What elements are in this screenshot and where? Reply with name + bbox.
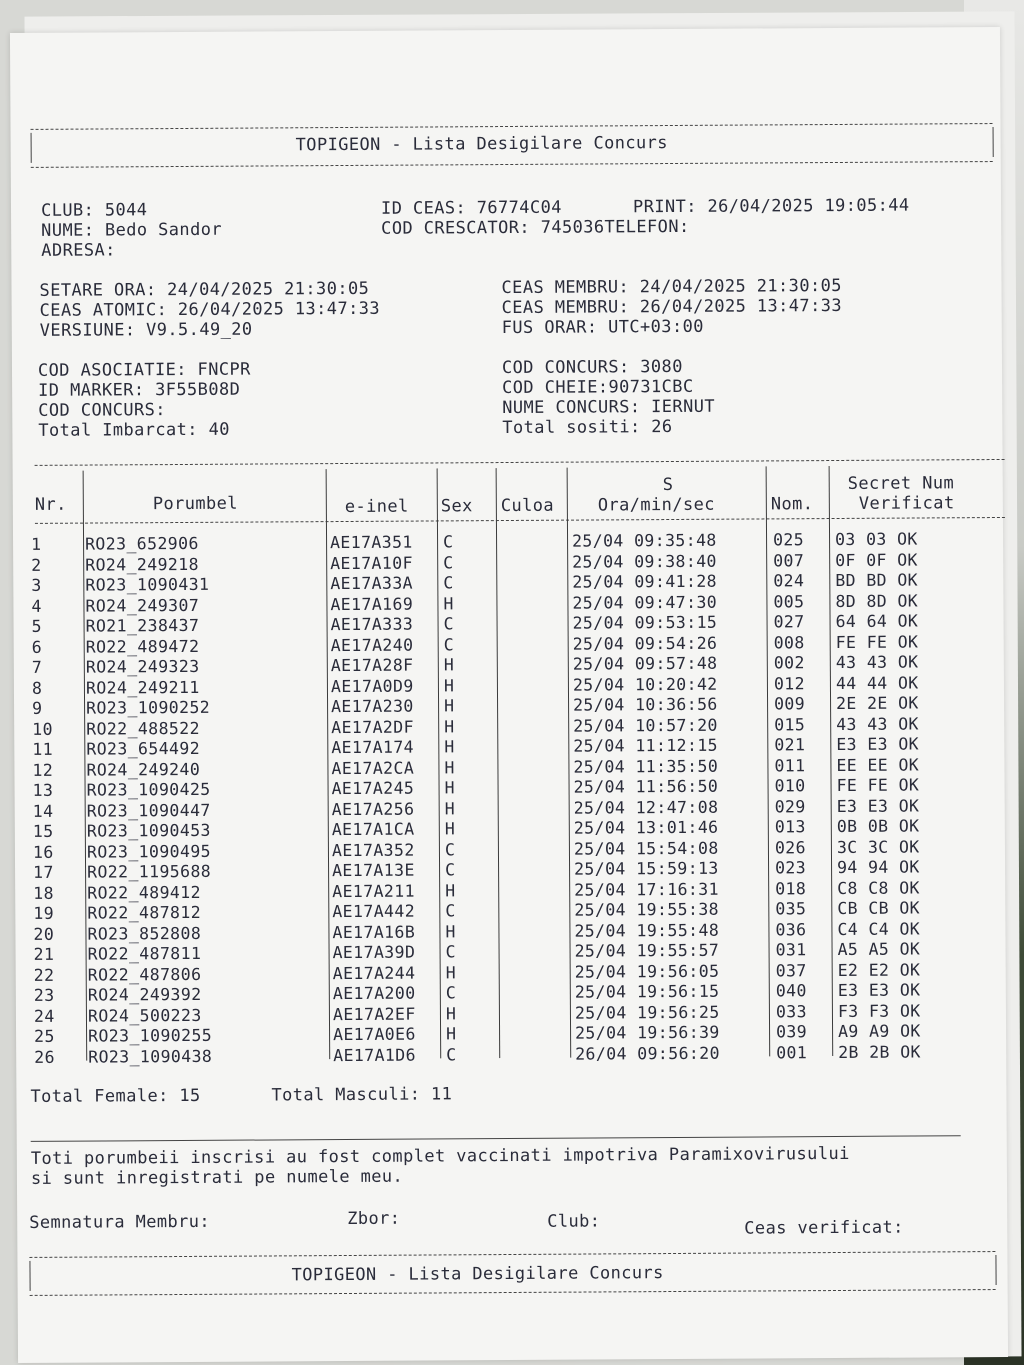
row-number: 1 bbox=[31, 534, 42, 554]
timezone-field: FUS ORAR: UTC+03:00 bbox=[501, 316, 704, 339]
arrival-time: 25/04 11:12:15 bbox=[573, 735, 719, 756]
total-females: Total Female: 15 bbox=[30, 1085, 201, 1107]
e-ring: AE17A352 bbox=[331, 840, 415, 860]
e-ring: AE17A39D bbox=[332, 942, 416, 963]
pigeon-id: RO22_487812 bbox=[87, 902, 202, 923]
nomination: 037 bbox=[775, 960, 807, 980]
secret-verified: F3 F3 OK bbox=[837, 1000, 921, 1021]
secret-verified: BD BD OK bbox=[835, 570, 919, 591]
arrival-time: 25/04 10:57:20 bbox=[573, 715, 718, 736]
member-signature-label: Semnatura Membru: bbox=[29, 1211, 211, 1233]
arrival-time: 25/04 19:55:38 bbox=[574, 899, 720, 920]
pigeon-id: RO23_1090453 bbox=[86, 820, 211, 841]
arrival-time: 25/04 19:55:57 bbox=[574, 940, 720, 961]
arrival-time: 25/04 09:38:40 bbox=[572, 551, 717, 572]
arrival-time: 25/04 09:47:30 bbox=[572, 592, 718, 613]
sex-code: C bbox=[443, 532, 454, 552]
e-ring: AE17A442 bbox=[332, 901, 416, 922]
secret-verified: 94 94 OK bbox=[837, 857, 920, 877]
arrival-time: 25/04 15:59:13 bbox=[574, 858, 719, 879]
e-ring: AE17A10F bbox=[330, 553, 413, 573]
declaration-line-2: si sunt inregistrati pe numele meu. bbox=[30, 1166, 404, 1189]
name-field: NUME: Bedo Sandor bbox=[41, 219, 223, 241]
arrival-time: 25/04 15:54:08 bbox=[573, 838, 719, 859]
row-number: 25 bbox=[34, 1026, 55, 1046]
sex-code: C bbox=[446, 1044, 457, 1064]
row-number: 10 bbox=[32, 719, 53, 739]
address-field: ADRESA: bbox=[41, 240, 116, 261]
pigeon-id: RO22_489472 bbox=[85, 636, 200, 657]
e-ring: AE17A0D9 bbox=[330, 676, 414, 696]
secret-verified: 0F 0F OK bbox=[835, 550, 918, 570]
footer-box-top-border bbox=[29, 1251, 995, 1258]
sex-code: H bbox=[443, 675, 455, 695]
row-number: 11 bbox=[32, 739, 54, 759]
header-porumbel: Porumbel bbox=[152, 493, 238, 515]
secret-verified: 43 43 OK bbox=[836, 713, 919, 734]
pigeon-id: RO24_500223 bbox=[87, 1005, 202, 1026]
nomination: 011 bbox=[774, 755, 806, 775]
pigeon-id: RO23_1090252 bbox=[86, 697, 211, 718]
nomination: 026 bbox=[774, 837, 807, 857]
contest-code-right-field: COD CONCURS: 3080 bbox=[501, 356, 683, 379]
nomination: 040 bbox=[775, 981, 807, 1001]
title-box-top-border bbox=[31, 123, 993, 130]
secret-verified: 03 03 OK bbox=[834, 529, 918, 550]
sex-code: C bbox=[445, 983, 457, 1003]
arrival-time: 25/04 09:57:48 bbox=[572, 653, 718, 674]
header-nr: Nr. bbox=[34, 494, 67, 515]
nomination: 009 bbox=[774, 694, 806, 714]
arrival-time: 25/04 09:53:15 bbox=[572, 612, 718, 633]
row-number: 16 bbox=[32, 842, 54, 862]
row-number: 2 bbox=[31, 555, 42, 575]
nomination: 029 bbox=[774, 796, 806, 816]
secret-verified: 44 44 OK bbox=[835, 672, 919, 693]
row-number: 21 bbox=[33, 944, 55, 964]
pigeon-id: RO22_489412 bbox=[87, 882, 201, 903]
nomination: 018 bbox=[775, 878, 807, 898]
e-ring: AE17A174 bbox=[331, 737, 415, 758]
row-number: 3 bbox=[31, 575, 42, 595]
sex-code: H bbox=[445, 1003, 457, 1023]
arrival-time: 25/04 11:56:50 bbox=[573, 776, 719, 797]
e-ring: AE17A1D6 bbox=[333, 1045, 416, 1065]
pigeon-id: RO23_1090431 bbox=[85, 574, 210, 595]
pigeon-id: RO23_1090425 bbox=[86, 779, 211, 800]
nomination: 002 bbox=[773, 653, 805, 673]
e-ring: AE17A33A bbox=[330, 573, 414, 594]
sex-code: H bbox=[444, 737, 455, 757]
row-number: 14 bbox=[32, 801, 54, 821]
row-number: 12 bbox=[32, 760, 54, 780]
marker-id-field: ID MARKER: 3F55B08D bbox=[38, 379, 241, 401]
arrival-time: 25/04 19:56:15 bbox=[574, 981, 720, 1002]
arrival-time: 25/04 19:56:39 bbox=[575, 1022, 720, 1043]
arrival-time: 25/04 12:47:08 bbox=[573, 797, 719, 818]
flight-label: Zbor: bbox=[347, 1208, 401, 1229]
e-ring: AE17A169 bbox=[330, 594, 414, 614]
club-field: CLUB: 5044 bbox=[40, 200, 148, 221]
sex-code: C bbox=[445, 942, 456, 962]
e-ring: AE17A240 bbox=[330, 635, 414, 655]
sex-code: H bbox=[444, 716, 455, 736]
sex-code: H bbox=[446, 1024, 457, 1044]
pigeon-id: RO23_1090438 bbox=[88, 1046, 213, 1067]
row-number: 24 bbox=[33, 1006, 55, 1026]
secret-verified: 8D 8D OK bbox=[835, 590, 919, 611]
arrival-time: 25/04 09:41:28 bbox=[572, 571, 718, 592]
pigeon-id: RO24_249218 bbox=[85, 554, 199, 575]
e-ring: AE17A16B bbox=[332, 922, 416, 942]
header-bottom-border bbox=[35, 517, 1005, 524]
sex-code: H bbox=[444, 798, 456, 818]
e-ring: AE17A245 bbox=[331, 778, 415, 799]
e-ring: AE17A351 bbox=[330, 532, 413, 553]
e-ring: AE17A0E6 bbox=[333, 1024, 416, 1045]
sex-code: H bbox=[443, 593, 454, 613]
e-ring: AE17A2CA bbox=[331, 758, 415, 778]
secret-verified: A5 A5 OK bbox=[837, 939, 921, 959]
e-ring: AE17A28F bbox=[330, 655, 414, 676]
atomic-clock-field: CEAS ATOMIC: 26/04/2025 13:47:33 bbox=[39, 298, 381, 321]
secret-verified: E3 E3 OK bbox=[836, 734, 920, 755]
sex-code: H bbox=[444, 696, 455, 716]
version-field: VERSIUNE: V9.5.49_20 bbox=[39, 319, 253, 341]
association-code-field: COD ASOCIATIE: FNCPR bbox=[37, 359, 251, 381]
pigeon-id: RO24_249323 bbox=[85, 656, 200, 677]
row-number: 6 bbox=[31, 637, 43, 657]
header-s: S bbox=[662, 474, 674, 496]
pigeon-id: RO23_1090495 bbox=[86, 841, 212, 862]
nomination: 012 bbox=[773, 673, 806, 693]
arrival-time: 25/04 09:54:26 bbox=[572, 633, 718, 654]
sex-code: C bbox=[443, 552, 454, 572]
secret-verified: FE FE OK bbox=[836, 775, 920, 796]
arrival-time: 25/04 10:20:42 bbox=[572, 674, 718, 695]
row-number: 19 bbox=[33, 903, 55, 923]
breeder-code-field: COD CRESCATOR: 745036TELEFON: bbox=[381, 216, 690, 239]
contest-name-field: NUME CONCURS: IERNUT bbox=[502, 396, 716, 419]
pigeon-id: RO23_654492 bbox=[86, 738, 201, 759]
row-number: 23 bbox=[33, 985, 55, 1005]
e-ring: AE17A230 bbox=[331, 696, 414, 717]
row-number: 9 bbox=[32, 698, 43, 718]
pigeon-id: RO22_487806 bbox=[87, 964, 202, 985]
sex-code: H bbox=[444, 778, 455, 798]
arrival-time: 25/04 13:01:46 bbox=[573, 817, 719, 838]
set-time-field: SETARE ORA: 24/04/2025 21:30:05 bbox=[39, 278, 370, 301]
secret-verified: EE EE OK bbox=[836, 754, 920, 775]
header-culoa: Culoa bbox=[500, 495, 555, 517]
print-date-field: PRINT: 26/04/2025 19:05:44 bbox=[632, 195, 910, 218]
nomination: 021 bbox=[774, 735, 806, 755]
contest-code-left-field: COD CONCURS: bbox=[38, 400, 166, 421]
pigeon-id: RO23_1090447 bbox=[86, 800, 211, 821]
row-number: 5 bbox=[31, 616, 42, 636]
nomination: 005 bbox=[773, 591, 805, 611]
key-code-field: COD CHEIE:90731CBC bbox=[502, 376, 694, 399]
arrival-time: 25/04 19:56:05 bbox=[574, 961, 720, 982]
e-ring: AE17A200 bbox=[332, 983, 416, 1004]
nomination: 027 bbox=[773, 612, 805, 632]
nomination: 025 bbox=[772, 530, 805, 550]
arrival-time: 25/04 10:36:56 bbox=[573, 694, 718, 715]
nomination: 023 bbox=[775, 858, 807, 878]
sex-code: C bbox=[443, 573, 454, 593]
secret-verified: E2 E2 OK bbox=[837, 959, 921, 980]
member-clock-field-2: CEAS MEMBRU: 26/04/2025 13:47:33 bbox=[501, 295, 843, 319]
secret-verified: CB CB OK bbox=[837, 898, 921, 918]
secret-verified: A9 A9 OK bbox=[838, 1021, 921, 1041]
sex-code: C bbox=[443, 614, 454, 634]
header-einel: e-inel bbox=[344, 496, 409, 517]
secret-verified: E3 E3 OK bbox=[837, 980, 921, 1000]
sex-code: H bbox=[445, 921, 456, 941]
arrival-time: 25/04 19:56:25 bbox=[574, 1002, 720, 1023]
sex-code: C bbox=[443, 634, 455, 654]
pigeon-id: RO24_249211 bbox=[85, 677, 200, 698]
secret-verified: 0B 0B OK bbox=[836, 816, 920, 836]
row-number: 8 bbox=[31, 678, 43, 698]
club-signature-label: Club: bbox=[547, 1211, 601, 1232]
arrival-time: 26/04 09:56:20 bbox=[575, 1043, 720, 1064]
row-number: 22 bbox=[33, 965, 55, 985]
secret-verified: 2B 2B OK bbox=[838, 1041, 921, 1062]
sex-code: C bbox=[444, 839, 456, 859]
e-ring: AE17A333 bbox=[330, 614, 414, 635]
arrival-time: 25/04 17:16:31 bbox=[574, 879, 719, 900]
sex-code: C bbox=[445, 901, 456, 921]
row-number: 13 bbox=[32, 780, 54, 800]
arrival-time: 25/04 19:55:48 bbox=[574, 920, 720, 941]
nomination: 013 bbox=[774, 817, 806, 837]
pigeon-id: RO22_1195688 bbox=[87, 861, 212, 882]
arrival-time: 25/04 09:35:48 bbox=[572, 530, 717, 551]
pigeon-id: RO24_249307 bbox=[85, 595, 200, 616]
nomination: 010 bbox=[774, 776, 806, 796]
title-box-bottom-border bbox=[31, 161, 993, 168]
sex-code: H bbox=[444, 819, 456, 839]
title-box-right-border bbox=[993, 127, 994, 157]
title-box-left-border bbox=[31, 133, 32, 163]
nomination: 001 bbox=[776, 1042, 808, 1062]
header-nom: Nom. bbox=[770, 494, 814, 515]
table-top-border bbox=[35, 459, 1005, 466]
nomination: 024 bbox=[773, 571, 805, 591]
nomination: 039 bbox=[776, 1022, 808, 1042]
secret-verified: FE FE OK bbox=[835, 631, 919, 652]
e-ring: AE17A211 bbox=[332, 881, 415, 901]
row-number: 4 bbox=[31, 596, 42, 616]
nomination: 007 bbox=[773, 550, 805, 570]
row-number: 15 bbox=[32, 821, 54, 841]
page-title: TOPIGEON - Lista Desigilare Concurs bbox=[295, 133, 668, 156]
footer-title: TOPIGEON - Lista Desigilare Concurs bbox=[291, 1263, 664, 1286]
secret-verified: 43 43 OK bbox=[835, 652, 919, 673]
footer-box-bottom-border bbox=[30, 1289, 996, 1296]
nomination: 035 bbox=[775, 899, 807, 919]
nomination: 031 bbox=[775, 940, 807, 960]
pigeon-id: RO24_249240 bbox=[86, 759, 201, 780]
sex-code: H bbox=[444, 757, 455, 777]
e-ring: AE17A2EF bbox=[332, 1004, 416, 1024]
total-arrived-field: Total sositi: 26 bbox=[502, 416, 673, 439]
pigeon-id: RO23_1090255 bbox=[88, 1025, 213, 1046]
header-sex: Sex bbox=[440, 496, 473, 517]
nomination: 033 bbox=[775, 1001, 808, 1021]
arrival-time: 25/04 11:35:50 bbox=[573, 756, 719, 777]
secret-verified: 3C 3C OK bbox=[836, 836, 920, 857]
secret-verified: 64 64 OK bbox=[835, 611, 919, 632]
sex-code: H bbox=[443, 655, 455, 675]
nomination: 008 bbox=[773, 632, 805, 652]
header-ora: Ora/min/sec bbox=[597, 494, 715, 516]
declaration-line-1: Toti porumbeii inscrisi au fost complet vaccinati impotriva Paramixovirusului bbox=[30, 1143, 850, 1169]
row-number: 17 bbox=[33, 862, 54, 882]
pigeon-id: RO23_652906 bbox=[85, 533, 199, 554]
e-ring: AE17A2DF bbox=[331, 717, 414, 737]
pigeon-id: RO24_249392 bbox=[87, 984, 202, 1005]
row-number: 18 bbox=[33, 883, 54, 903]
e-ring: AE17A256 bbox=[331, 799, 415, 819]
sex-code: H bbox=[445, 880, 456, 900]
e-ring: AE17A1CA bbox=[331, 819, 415, 840]
secret-verified: C8 C8 OK bbox=[837, 877, 920, 898]
pigeon-id: RO23_852808 bbox=[87, 923, 202, 944]
pigeon-id: RO21_238437 bbox=[85, 615, 200, 636]
row-number: 26 bbox=[34, 1047, 55, 1067]
total-basketed-field: Total Imbarcat: 40 bbox=[38, 419, 230, 441]
nomination: 036 bbox=[775, 919, 807, 939]
e-ring: AE17A13E bbox=[332, 860, 415, 881]
secret-verified: E3 E3 OK bbox=[836, 795, 920, 816]
clock-verified-label: Ceas verificat: bbox=[744, 1217, 904, 1239]
row-number: 7 bbox=[31, 657, 43, 677]
footer-box-right-border bbox=[995, 1255, 996, 1285]
header-verificat: Verificat bbox=[858, 493, 955, 514]
header-secret-num: Secret Num bbox=[847, 473, 955, 494]
member-clock-field-1: CEAS MEMBRU: 24/04/2025 21:30:05 bbox=[501, 275, 842, 299]
total-males: Total Masculi: 11 bbox=[271, 1084, 453, 1106]
clock-id-field: ID CEAS: 76774C04 bbox=[380, 197, 562, 219]
sex-code: C bbox=[445, 860, 456, 880]
footer-box-left-border bbox=[29, 1261, 30, 1291]
secret-verified: C4 C4 OK bbox=[837, 918, 921, 939]
sex-code: H bbox=[445, 962, 457, 982]
declaration-rule bbox=[31, 1135, 961, 1142]
nomination: 015 bbox=[774, 714, 806, 734]
printout-page bbox=[10, 27, 1008, 1363]
pigeon-id: RO22_487811 bbox=[87, 943, 202, 964]
e-ring: AE17A244 bbox=[332, 963, 416, 983]
pigeon-id: RO22_488522 bbox=[86, 718, 200, 739]
row-number: 20 bbox=[33, 924, 55, 944]
secret-verified: 2E 2E OK bbox=[836, 693, 919, 714]
